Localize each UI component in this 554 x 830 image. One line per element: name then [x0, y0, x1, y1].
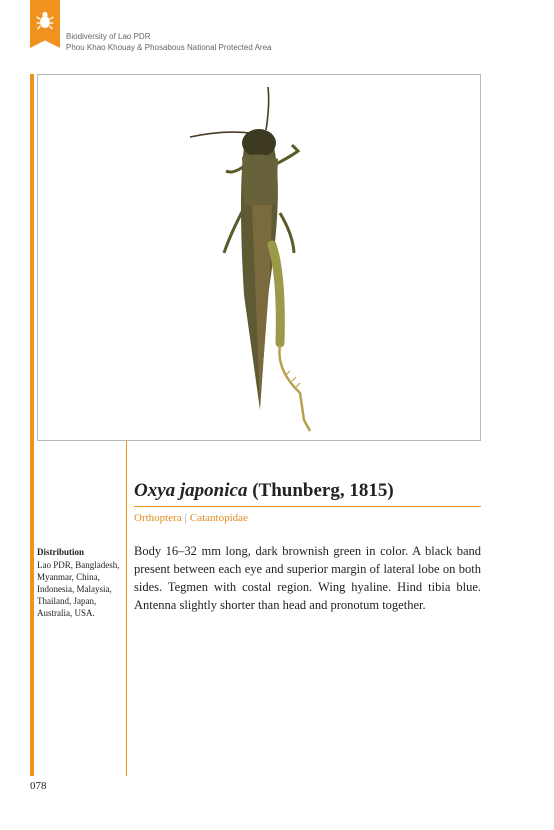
insect-icon [36, 10, 54, 30]
species-author: (Thunberg, 1815) [252, 480, 394, 501]
scientific-name: Oxya japonica [134, 480, 248, 501]
species-title [134, 480, 394, 502]
specimen-photo [37, 74, 481, 441]
page-number: 078 [30, 780, 47, 792]
taxon-family: Catantopidae [189, 512, 248, 524]
species-description: Body 16–32 mm long, dark brownish green in color. A black band present between each eye and superior margin of lateral lobe on both sides. Tegmen with costal region. Wing hyaline. Hind tibia blue. Antenna slightly shorter than head and pronotum together. [134, 544, 481, 612]
taxon-separator: | [184, 512, 187, 524]
distribution-text: Lao PDR, Bangladesh, Myanmar, China, Indonesia, Malaysia, Thailand, Japan, Australia, USA. [37, 560, 120, 618]
title-rule [134, 506, 481, 507]
header-line-1: Biodiversity of Lao PDR [66, 32, 151, 41]
running-header [66, 31, 271, 53]
accent-rail [30, 74, 34, 776]
column-divider [126, 441, 127, 776]
header-line-2: Phou Khao Khouay & Phosabous National Protected Area [66, 43, 272, 52]
header-badge [30, 0, 60, 48]
taxonomy-line [134, 512, 248, 524]
grasshopper-illustration [38, 75, 482, 442]
taxon-order: Orthoptera [134, 512, 182, 524]
distribution-heading: Distribution [37, 547, 85, 557]
